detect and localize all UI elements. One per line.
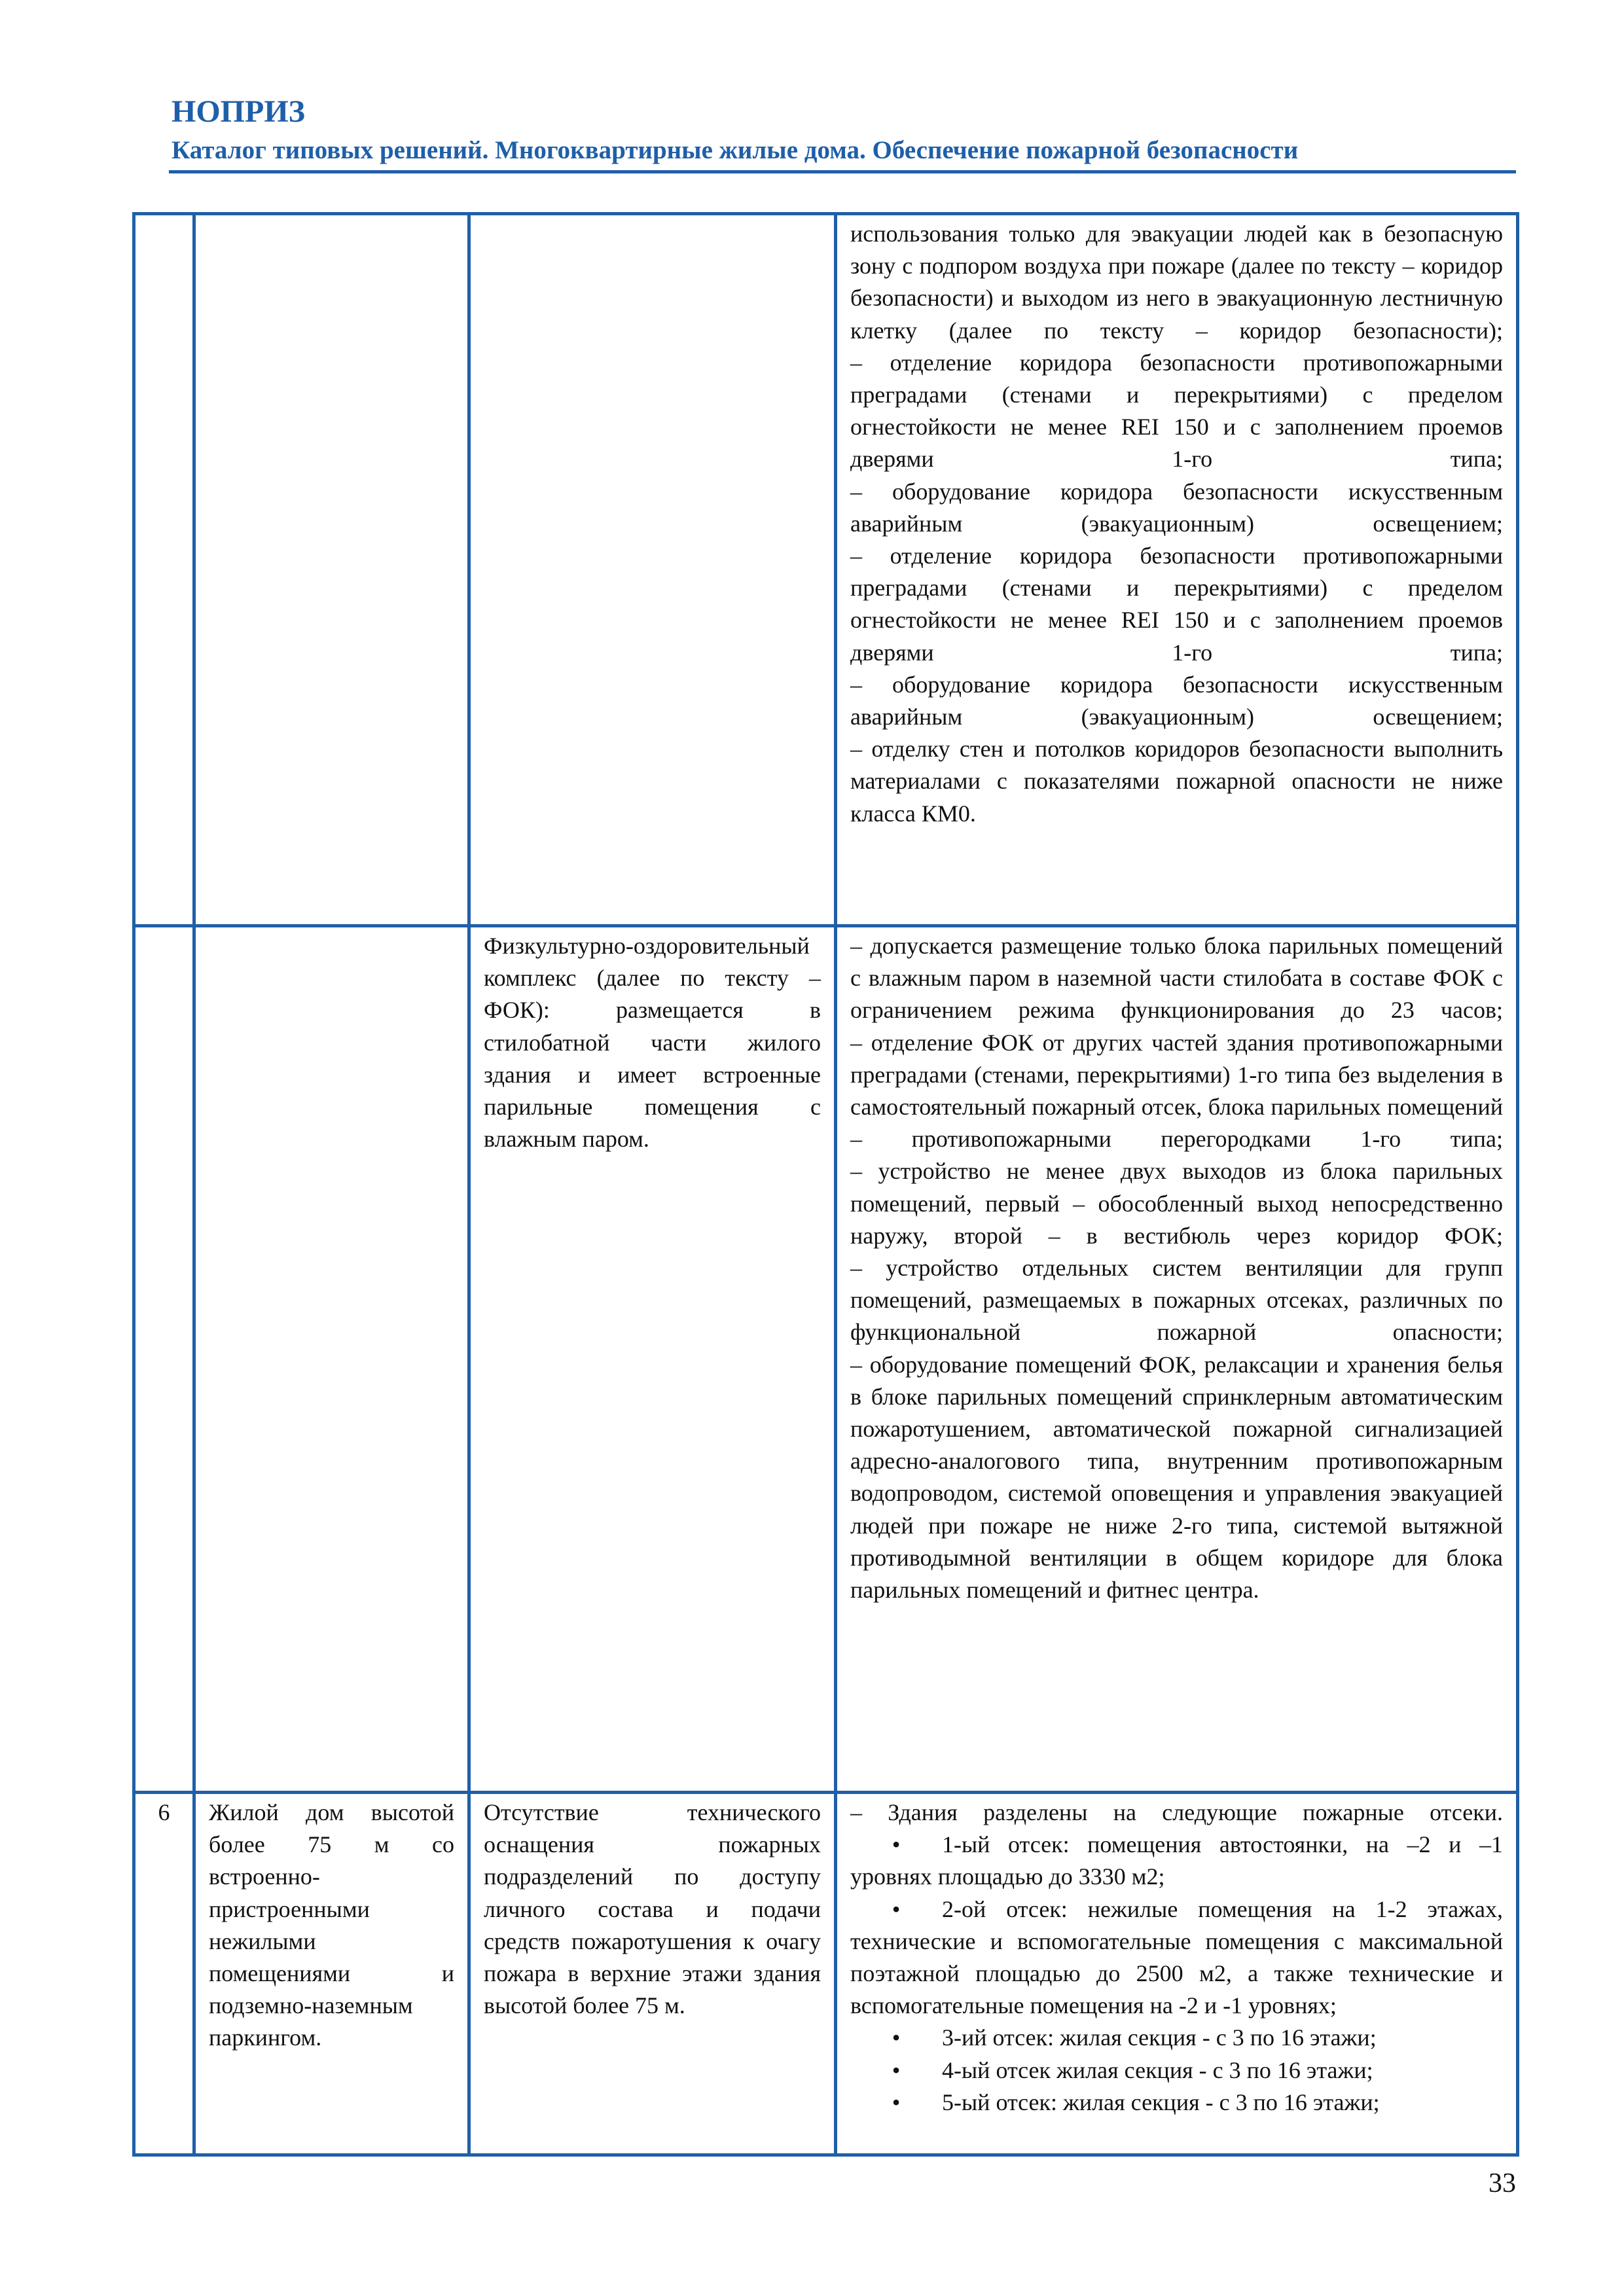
page-number: 33: [1489, 2168, 1516, 2198]
solution-cell: [836, 214, 1518, 926]
row-number-cell: 6: [134, 1793, 194, 2155]
solution-item: – оборудование помещений ФОК, релаксации и хранения белья в блоке парильных помещений спринклерным автоматическим пожаротушением, автоматической пожарной сигнализацией адресно-аналогового типа, внутренним противопожарным водопроводом, системой оповещения и управления эвакуацией людей при пожаре не ниже 2-го типа, системой вытяжной противодымной вентиляции в общем коридоре для блока парильных помещений и фитнес центра.: [850, 1351, 1503, 1604]
row-number-cell: [134, 214, 194, 926]
organization-name: НОПРИЗ: [171, 94, 305, 129]
feature-cell: [469, 214, 836, 926]
solution-item: – отделение коридора безопасности противопожарными преградами (стенами и перекрытиями) с пределом огнестойкости не менее REI 150 и с заполнением проемов дверями 1-го типа;: [850, 543, 1503, 666]
row-number-cell: [134, 926, 194, 1793]
bullet-text: 3-ий отсек: жилая секция - с 3 по 16 этажи;: [942, 2024, 1377, 2051]
header-divider: [169, 170, 1516, 173]
page-header: [171, 92, 1513, 169]
bullet-glyph: •: [892, 2089, 901, 2115]
bullet-text: 4-ый отсек жилая секция - с 3 по 16 этажи;: [942, 2056, 1373, 2083]
table-row: [134, 926, 1518, 1793]
bullet-text: 5-ый отсек: жилая секция - с 3 по 16 этажи;: [942, 2089, 1380, 2115]
solution-item: – отделение ФОК от других частей здания противопожарными преградами (стенами, перекрытиями) 1-го типа без выделения в самостоятельный пожарный отсек, блока парильных помещений – противопожарными перегородками 1-го типа;: [850, 1029, 1503, 1153]
feature-text: Отсутствие технического оснащения пожарных подразделений по доступу личного состава и подачи средств пожаротушения к очагу пожара в верхние этажи здания высотой более 75 м.: [484, 1799, 821, 2019]
object-cell: [194, 926, 469, 1793]
solution-item: – оборудование коридора безопасности искусственным аварийным (эвакуационным) освещением;: [850, 671, 1503, 730]
bullet-item: [850, 2022, 1503, 2054]
solution-cell: [836, 1793, 1518, 2155]
feature-text: Физкультурно-оздоровительный комплекс (далее по тексту – ФОК): размещается в стилобатной части жилого здания и имеет встроенные парильные помещения с влажным паром.: [484, 933, 821, 1153]
feature-cell: [469, 926, 836, 1793]
bullet-text: 2-ой отсек: нежилые помещения на 1-2 этажах, технические и вспомогательные помещения с максимальной поэтажной площадью до 2500 м2, а также технические и вспомогательные помещения на -2 и -1 уровнях;: [850, 1895, 1503, 2019]
bullet-glyph: •: [892, 2056, 901, 2083]
bullet-item: [850, 2054, 1503, 2087]
object-text: Жилой дом высотой более 75 м со встроенно-пристроенными нежилыми помещениями и подземно-наземным паркингом.: [209, 1799, 454, 2051]
object-cell: [194, 214, 469, 926]
solution-item: использования только для эвакуации людей как в безопасную зону с подпором воздуха при пожаре (далее по тексту – коридор безопасности) и выходом из него в эвакуационную лестничную клетку (далее по тексту – коридор безопасности);: [850, 221, 1503, 344]
bullet-item: [850, 2087, 1503, 2119]
bullet-text: 1-ый отсек: помещения автостоянки, на –2 и –1 уровнях площадью до 3330 м2;: [850, 1831, 1503, 1890]
solution-lead: – Здания разделены на следующие пожарные отсеки.: [850, 1799, 1503, 1825]
bullet-item: [850, 1829, 1503, 1893]
solution-item: – допускается размещение только блока парильных помещений с влажным паром в наземной части стилобата в составе ФОК с ограничением режима функционирования до 23 часов;: [850, 933, 1503, 1024]
table-row: [134, 1793, 1518, 2155]
solution-item: – устройство не менее двух выходов из блока парильных помещений, первый – обособленный выход непосредственно наружу, второй – в вестибюль через коридор ФОК;: [850, 1158, 1503, 1249]
object-cell: [194, 1793, 469, 2155]
bullet-item: [850, 1893, 1503, 2022]
feature-cell: [469, 1793, 836, 2155]
table-row: [134, 214, 1518, 926]
solution-item: – отделку стен и потолков коридоров безопасности выполнить материалами с показателями пожарной опасности не ниже класса КМ0.: [850, 736, 1503, 827]
bullet-glyph: •: [892, 2024, 901, 2051]
solution-item: – отделение коридора безопасности противопожарными преградами (стенами и перекрытиями) с пределом огнестойкости не менее REI 150 и с заполнением проемов дверями 1-го типа;: [850, 349, 1503, 473]
bullet-glyph: •: [892, 1895, 901, 1922]
solution-item: – оборудование коридора безопасности искусственным аварийным (эвакуационным) освещением;: [850, 478, 1503, 537]
bullet-glyph: •: [892, 1831, 901, 1858]
solutions-table: [132, 212, 1519, 2157]
catalog-subtitle: Каталог типовых решений. Многоквартирные жилые дома. Обеспечение пожарной безопасности: [171, 136, 1299, 164]
solution-cell: [836, 926, 1518, 1793]
solution-item: – устройство отдельных систем вентиляции для групп помещений, размещаемых в пожарных отсеках, различных по функциональной пожарной опасности;: [850, 1255, 1503, 1346]
